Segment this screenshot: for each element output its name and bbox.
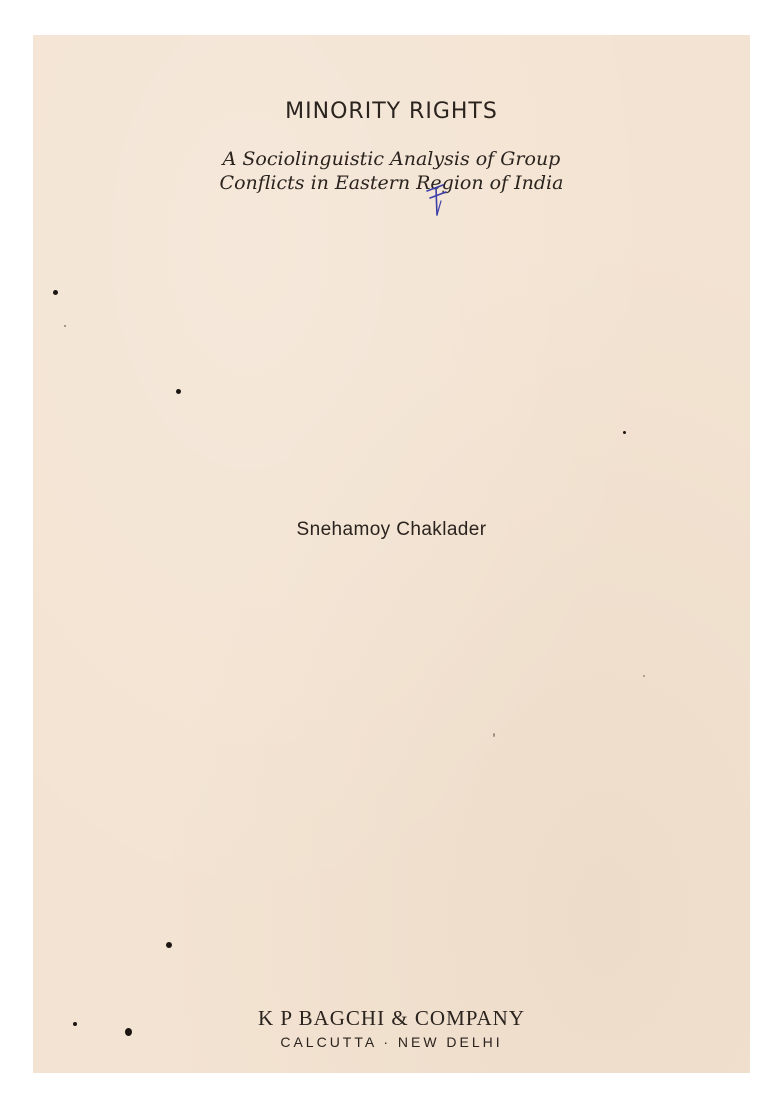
handwritten-correction-mark: [421, 171, 451, 217]
subtitle-line-1: A Sociolinguistic Analysis of Group: [222, 148, 561, 170]
speck: [73, 1022, 77, 1026]
speck: [176, 389, 181, 394]
author-name: Snehamoy Chaklader: [296, 519, 487, 540]
speck: [64, 325, 66, 327]
book-subtitle: [33, 147, 750, 195]
subtitle-line-2: Conflicts in Eastern Region of India: [219, 172, 564, 194]
speck: [166, 942, 172, 948]
speck: [493, 733, 495, 737]
speck: [643, 675, 645, 677]
speck: [125, 1028, 132, 1036]
publisher-places: CALCUTTA · NEW DELHI: [280, 1034, 503, 1050]
speck: [53, 290, 58, 295]
title-page: [33, 35, 750, 1073]
book-title: MINORITY RIGHTS: [285, 99, 498, 124]
speck: [623, 431, 626, 434]
publisher-name: K P BAGCHI & COMPANY: [258, 1006, 525, 1030]
